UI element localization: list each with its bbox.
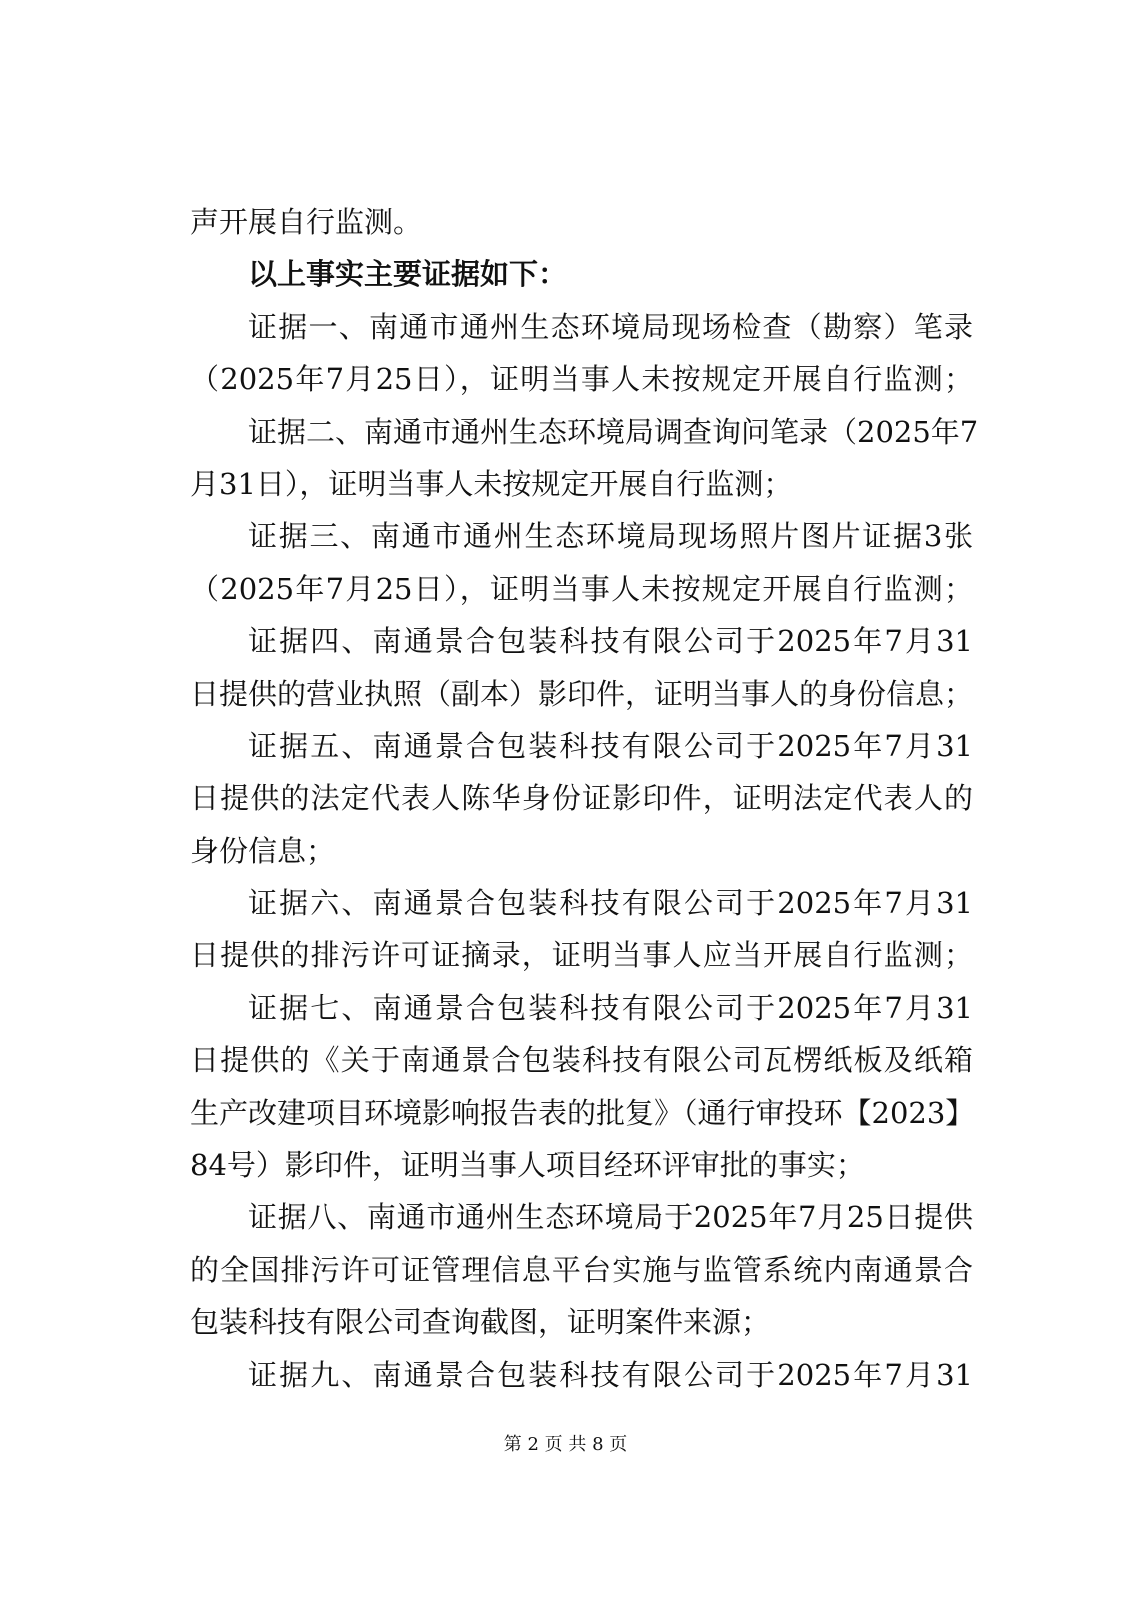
text-line: 证据三、南通市通州生态环境局现场照片图片证据3张 bbox=[248, 519, 973, 554]
text-line: 证据七、南通景合包装科技有限公司于2025年7月31 bbox=[248, 990, 973, 1025]
text-line: （2025年7月25日），证明当事人未按规定开展自行监测； bbox=[190, 362, 973, 397]
page-number: 第 2 页 共 8 页 bbox=[503, 1434, 628, 1455]
text-line: 身份信息； bbox=[190, 833, 336, 868]
text-line: 日提供的排污许可证摘录，证明当事人应当开展自行监测； bbox=[190, 938, 973, 973]
text-line: 证据五、南通景合包装科技有限公司于2025年7月31 bbox=[248, 728, 973, 763]
text-line: （2025年7月25日），证明当事人未按规定开展自行监测； bbox=[190, 571, 973, 606]
text-line: 月31日），证明当事人未按规定开展自行监测； bbox=[190, 466, 793, 501]
text-line: 生产改建项目环境影响报告表的批复》（通行审投环【2023】 bbox=[190, 1095, 975, 1130]
text-line: 日提供的法定代表人陈华身份证影印件，证明法定代表人的 bbox=[190, 781, 973, 816]
text-line: 日提供的营业执照（副本）影印件，证明当事人的身份信息； bbox=[190, 676, 974, 711]
text-line: 证据四、南通景合包装科技有限公司于2025年7月31 bbox=[248, 624, 973, 659]
text-line: 的全国排污许可证管理信息平台实施与监管系统内南通景合 bbox=[190, 1252, 973, 1287]
text-line: 日提供的《关于南通景合包装科技有限公司瓦楞纸板及纸箱 bbox=[190, 1043, 973, 1078]
text-line: 84号）影印件，证明当事人项目经环评审批的事实； bbox=[190, 1148, 865, 1183]
text-line: 证据八、南通市通州生态环境局于2025年7月25日提供 bbox=[248, 1200, 973, 1235]
text-line: 证据九、南通景合包装科技有限公司于2025年7月31 bbox=[248, 1357, 973, 1392]
text-line: 证据一、南通市通州生态环境局现场检查（勘察）笔录 bbox=[248, 309, 973, 344]
text-line: 声开展自行监测。 bbox=[190, 205, 423, 239]
text-line: 证据六、南通景合包装科技有限公司于2025年7月31 bbox=[248, 886, 973, 921]
text-line: 包装科技有限公司查询截图，证明案件来源； bbox=[190, 1305, 771, 1340]
body-text bbox=[190, 196, 979, 1401]
section-heading: 以上事实主要证据如下： bbox=[248, 257, 568, 292]
text-line: 证据二、南通市通州生态环境局调查询问笔录（2025年7 bbox=[248, 414, 979, 449]
